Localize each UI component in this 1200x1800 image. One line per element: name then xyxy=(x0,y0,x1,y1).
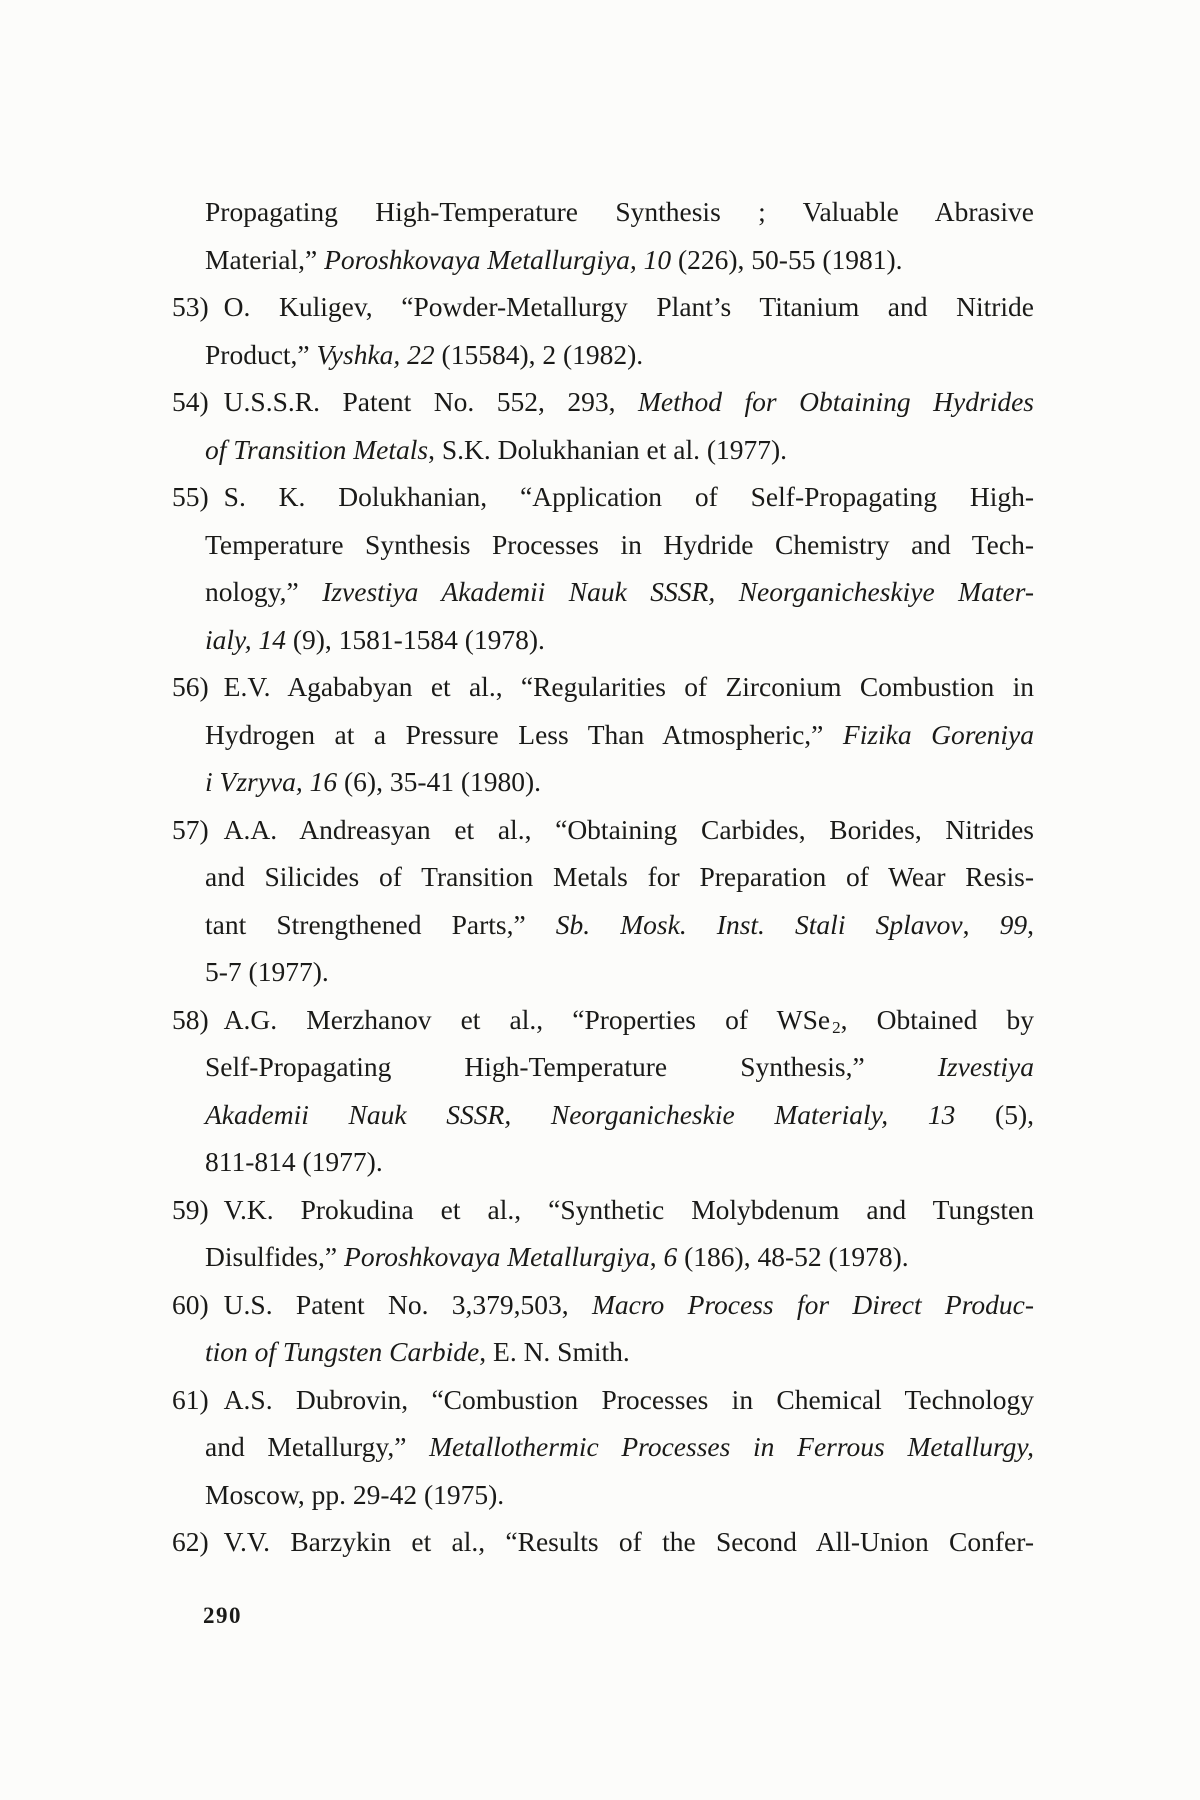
italic-text: Izvestiya xyxy=(937,1051,1034,1082)
text-segment: 5-7 (1977). xyxy=(205,956,329,987)
reference-line xyxy=(205,1091,1034,1139)
reference-line xyxy=(205,568,1034,616)
italic-text: Poroshkovaya Metallurgiya xyxy=(344,1241,650,1272)
text-segment: , xyxy=(962,908,1000,940)
text-segment: V.K. Prokudina et al., “Synthetic Molybdenum and Tungsten xyxy=(223,1193,1034,1225)
reference-line xyxy=(205,1328,1034,1376)
text-segment: (15584), 2 (1982). xyxy=(434,338,644,370)
reference-item xyxy=(172,1518,1034,1566)
text-segment: Disulfides,” xyxy=(205,1241,345,1272)
reference-line xyxy=(205,948,1034,996)
reference-number: 58) xyxy=(172,1003,209,1035)
italic-text: 99 xyxy=(999,908,1028,940)
text-segment: Moscow, pp. 29-42 (1975). xyxy=(205,1478,505,1510)
reference-item xyxy=(172,806,1035,996)
italic-text: 6 xyxy=(663,1241,678,1272)
reference-item xyxy=(172,996,1034,1186)
reference-line xyxy=(172,378,1034,426)
italic-text: tion of Tungsten Carbide xyxy=(205,1336,480,1367)
italic-text: Izvestiya Akademii Nauk SSSR, Neorganicheskiye Mater- xyxy=(322,576,1034,607)
text-segment: , Obtained by xyxy=(840,1003,1034,1035)
reference-number: 55) xyxy=(172,481,209,512)
reference-item xyxy=(172,1281,1034,1376)
text-segment: Material,” xyxy=(205,243,325,275)
reference-number: 61) xyxy=(172,1383,209,1415)
reference-line xyxy=(205,901,1034,949)
italic-text: Fizika Goreniya xyxy=(842,718,1034,750)
italic-text: Vyshka, 22 xyxy=(316,338,435,370)
reference-line xyxy=(172,996,1034,1044)
text-segment: , S.K. Dolukhanian et al. (1977). xyxy=(428,433,788,465)
reference-item xyxy=(172,378,1034,473)
reference-line xyxy=(205,521,1034,569)
reference-number: 53) xyxy=(172,291,209,322)
text-segment: Temperature Synthesis Processes in Hydride Chemistry and Tech- xyxy=(205,528,1034,560)
italic-text: Metallothermic Processes in Ferrous Metallurgy, xyxy=(429,1431,1034,1462)
text-segment: (186), 48-52 (1978). xyxy=(677,1241,909,1272)
reference-line xyxy=(172,806,1034,854)
text-segment: Hydrogen at a Pressure Less Than Atmospheric,” xyxy=(205,718,843,750)
italic-text: Macro Process for Direct Produc- xyxy=(591,1288,1034,1320)
italic-text: Sb. Mosk. Inst. Stali Splavov xyxy=(555,908,963,940)
text-segment: U.S. Patent No. 3,379,503, xyxy=(223,1288,592,1320)
subscript-text: 2 xyxy=(832,1017,841,1037)
reference-number: 62) xyxy=(172,1526,209,1557)
text-segment: A.G. Merzhanov et al., “Properties of WSe xyxy=(223,1003,831,1035)
reference-line xyxy=(205,426,1034,474)
reference-line xyxy=(205,758,1034,806)
italic-text: Method for Obtaining Hydrides xyxy=(638,386,1034,417)
text-segment: and Silicides of Transition Metals for Preparation of Wear Resis- xyxy=(205,861,1034,892)
text-segment: and Metallurgy,” xyxy=(205,1431,430,1462)
text-segment: A.S. Dubrovin, “Combustion Processes in Chemical Technology xyxy=(223,1383,1034,1415)
text-segment: Product,” xyxy=(205,338,317,370)
reference-line xyxy=(205,853,1034,901)
reference-item xyxy=(172,663,1034,806)
text-segment: (5), xyxy=(955,1098,1034,1130)
reference-line xyxy=(205,1423,1034,1471)
reference-number: 54) xyxy=(172,386,209,417)
reference-line xyxy=(205,331,1034,379)
reference-line xyxy=(205,711,1034,759)
italic-text: of Transition Metals xyxy=(205,433,429,465)
reference-line xyxy=(205,1043,1034,1091)
reference-line xyxy=(205,616,1034,664)
text-segment: (6), 35-41 (1980). xyxy=(337,766,542,797)
reference-line xyxy=(172,1518,1034,1566)
reference-number: 60) xyxy=(172,1288,209,1320)
reference-line xyxy=(205,1138,1034,1186)
italic-text: Poroshkovaya Metallurgiya, 10 xyxy=(324,243,672,275)
italic-text: Akademii Nauk SSSR, Neorganicheskie Materialy, 13 xyxy=(205,1098,956,1130)
reference-number: 56) xyxy=(172,671,209,702)
text-segment: (226), 50-55 (1981). xyxy=(671,243,903,275)
reference-line xyxy=(172,1186,1034,1234)
reference-line xyxy=(172,283,1034,331)
text-segment: tant Strengthened Parts,” xyxy=(205,908,556,940)
reference-line xyxy=(205,236,1034,284)
text-segment: E.V. Agababyan et al., “Regularities of Zirconium Combustion in xyxy=(223,671,1034,702)
text-segment: , xyxy=(649,1241,664,1272)
reference-line xyxy=(205,1471,1034,1519)
reference-item xyxy=(205,188,1034,283)
text-segment: , xyxy=(1027,908,1035,940)
text-segment: Propagating High-Temperature Synthesis ; Valuable Abrasive xyxy=(205,196,1034,227)
reference-line xyxy=(172,1281,1034,1329)
italic-text: ialy, 14 xyxy=(205,623,286,655)
text-segment: nology,” xyxy=(205,576,323,607)
text-segment: A.A. Andreasyan et al., “Obtaining Carbides, Borides, Nitrides xyxy=(223,813,1034,845)
reference-line xyxy=(172,473,1034,521)
references-list xyxy=(172,188,1035,1566)
text-segment: Self-Propagating High-Temperature Synthesis,” xyxy=(205,1051,938,1082)
text-segment: V.V. Barzykin et al., “Results of the Second All-Union Confer- xyxy=(223,1526,1034,1557)
text-segment: S. K. Dolukhanian, “Application of Self-Propagating High- xyxy=(223,481,1034,512)
reference-line xyxy=(205,1233,1034,1281)
reference-number: 59) xyxy=(172,1193,209,1225)
reference-number: 57) xyxy=(172,813,209,845)
text-segment: , E. N. Smith. xyxy=(479,1336,630,1367)
text-segment: 811-814 (1977). xyxy=(205,1146,383,1177)
reference-line xyxy=(172,1376,1034,1424)
text-segment: U.S.S.R. Patent No. 552, 293, xyxy=(223,386,639,417)
text-segment: (9), 1581-1584 (1978). xyxy=(285,623,545,655)
page-number: 290 xyxy=(203,1603,242,1628)
reference-item xyxy=(172,1186,1034,1281)
reference-item xyxy=(172,1376,1034,1519)
reference-line xyxy=(172,663,1034,711)
reference-line xyxy=(205,188,1034,236)
reference-item xyxy=(172,473,1034,663)
reference-item xyxy=(172,283,1034,378)
text-segment: O. Kuligev, “Powder-Metallurgy Plant’s Titanium and Nitride xyxy=(223,291,1034,322)
italic-text: i Vzryva, 16 xyxy=(205,766,338,797)
